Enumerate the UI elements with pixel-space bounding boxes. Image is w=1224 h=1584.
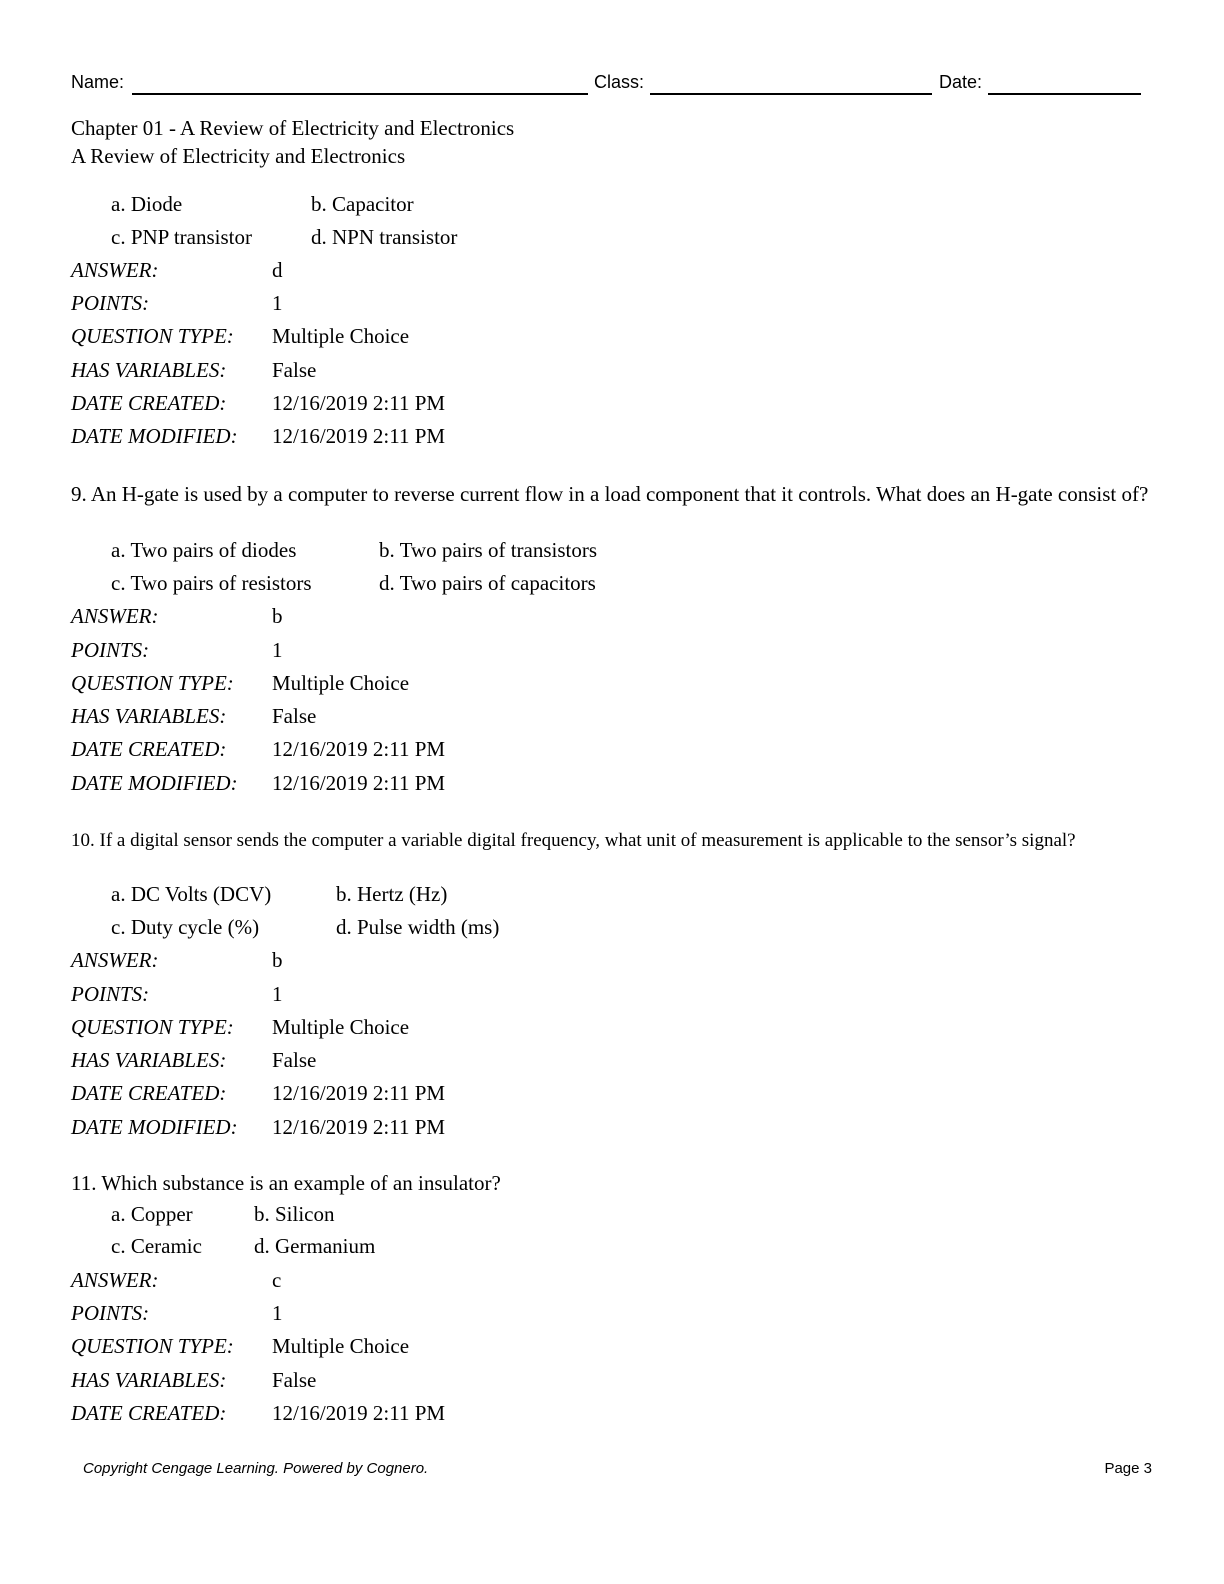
- points-value: 1: [272, 1301, 283, 1325]
- points-label: POINTS:: [71, 291, 150, 315]
- points-label: POINTS:: [71, 1301, 150, 1325]
- points-value: 1: [272, 291, 283, 315]
- question-type-value: Multiple Choice: [272, 671, 410, 695]
- date-created-label: DATE CREATED:: [71, 1081, 227, 1105]
- points-label: POINTS:: [71, 982, 150, 1006]
- points-value: 1: [272, 638, 283, 662]
- answer-value: d: [272, 258, 283, 282]
- has-variables-label: HAS VARIABLES:: [71, 1048, 227, 1072]
- answer-label: ANSWER:: [71, 258, 159, 282]
- option-a: a. Diode: [111, 192, 183, 216]
- question-type-label: QUESTION TYPE:: [71, 671, 234, 695]
- question-type-value: Multiple Choice: [272, 324, 410, 348]
- question-type-label: QUESTION TYPE:: [71, 1334, 234, 1358]
- answer-label: ANSWER:: [71, 1268, 159, 1292]
- option-d: d. NPN transistor: [311, 225, 458, 249]
- option-c: c. Duty cycle (%): [111, 915, 260, 939]
- date-modified-value: 12/16/2019 2:11 PM: [272, 1115, 446, 1139]
- option-c: c. Ceramic: [111, 1234, 202, 1258]
- option-c: c. Two pairs of resistors: [111, 571, 312, 595]
- date-label: Date:: [939, 72, 983, 92]
- has-variables-label: HAS VARIABLES:: [71, 1368, 227, 1392]
- date-modified-value: 12/16/2019 2:11 PM: [272, 424, 446, 448]
- option-d: d. Germanium: [254, 1234, 376, 1258]
- option-d: d. Pulse width (ms): [336, 915, 500, 939]
- option-c: c. PNP transistor: [111, 225, 252, 249]
- date-created-label: DATE CREATED:: [71, 737, 227, 761]
- answer-label: ANSWER:: [71, 604, 159, 628]
- points-value: 1: [272, 982, 283, 1006]
- date-created-label: DATE CREATED:: [71, 391, 227, 415]
- date-created-value: 12/16/2019 2:11 PM: [272, 391, 446, 415]
- question-text: 11. Which substance is an example of an insulator?: [71, 1171, 501, 1195]
- has-variables-value: False: [272, 704, 317, 728]
- copyright-footer: Copyright Cengage Learning. Powered by Cognero.: [83, 1460, 429, 1477]
- date-modified-label: DATE MODIFIED:: [71, 424, 238, 448]
- date-created-value: 12/16/2019 2:11 PM: [272, 1081, 446, 1105]
- question-text: 10. If a digital sensor sends the computer a variable digital frequency, what unit of measurement is applicable to the sensor’s signal?: [71, 830, 1076, 851]
- option-b: b. Silicon: [254, 1202, 335, 1226]
- page-number: Page 3: [1104, 1460, 1152, 1477]
- question-type-label: QUESTION TYPE:: [71, 1015, 234, 1039]
- date-modified-value: 12/16/2019 2:11 PM: [272, 771, 446, 795]
- class-label: Class:: [594, 72, 645, 92]
- chapter-subtitle: A Review of Electricity and Electronics: [71, 144, 406, 168]
- option-b: b. Capacitor: [311, 192, 414, 216]
- date-modified-label: DATE MODIFIED:: [71, 1115, 238, 1139]
- option-a: a. Two pairs of diodes: [111, 538, 297, 562]
- question-text: 9. An H-gate is used by a computer to reverse current flow in a load component that it controls. What does an H-gate consist of?: [71, 482, 1149, 506]
- page-header: [0, 70, 1224, 98]
- date-modified-label: DATE MODIFIED:: [71, 771, 238, 795]
- name-label: Name:: [71, 72, 125, 92]
- option-d: d. Two pairs of capacitors: [379, 571, 596, 595]
- has-variables-label: HAS VARIABLES:: [71, 358, 227, 382]
- answer-value: b: [272, 604, 283, 628]
- option-a: a. Copper: [111, 1202, 193, 1226]
- has-variables-label: HAS VARIABLES:: [71, 704, 227, 728]
- date-created-label: DATE CREATED:: [71, 1401, 227, 1425]
- answer-value: b: [272, 948, 283, 972]
- has-variables-value: False: [272, 1048, 317, 1072]
- has-variables-value: False: [272, 1368, 317, 1392]
- date-created-value: 12/16/2019 2:11 PM: [272, 1401, 446, 1425]
- option-a: a. DC Volts (DCV): [111, 882, 272, 906]
- date-field-line: [988, 93, 1141, 95]
- option-b: b. Two pairs of transistors: [379, 538, 598, 562]
- answer-label: ANSWER:: [71, 948, 159, 972]
- option-b: b. Hertz (Hz): [336, 882, 448, 906]
- points-label: POINTS:: [71, 638, 150, 662]
- question-type-label: QUESTION TYPE:: [71, 324, 234, 348]
- question-type-value: Multiple Choice: [272, 1015, 410, 1039]
- answer-value: c: [272, 1268, 282, 1292]
- name-field-line: [132, 93, 588, 95]
- has-variables-value: False: [272, 358, 317, 382]
- chapter-title: Chapter 01 - A Review of Electricity and Electronics: [71, 116, 515, 140]
- class-field-line: [650, 93, 932, 95]
- question-type-value: Multiple Choice: [272, 1334, 410, 1358]
- date-created-value: 12/16/2019 2:11 PM: [272, 737, 446, 761]
